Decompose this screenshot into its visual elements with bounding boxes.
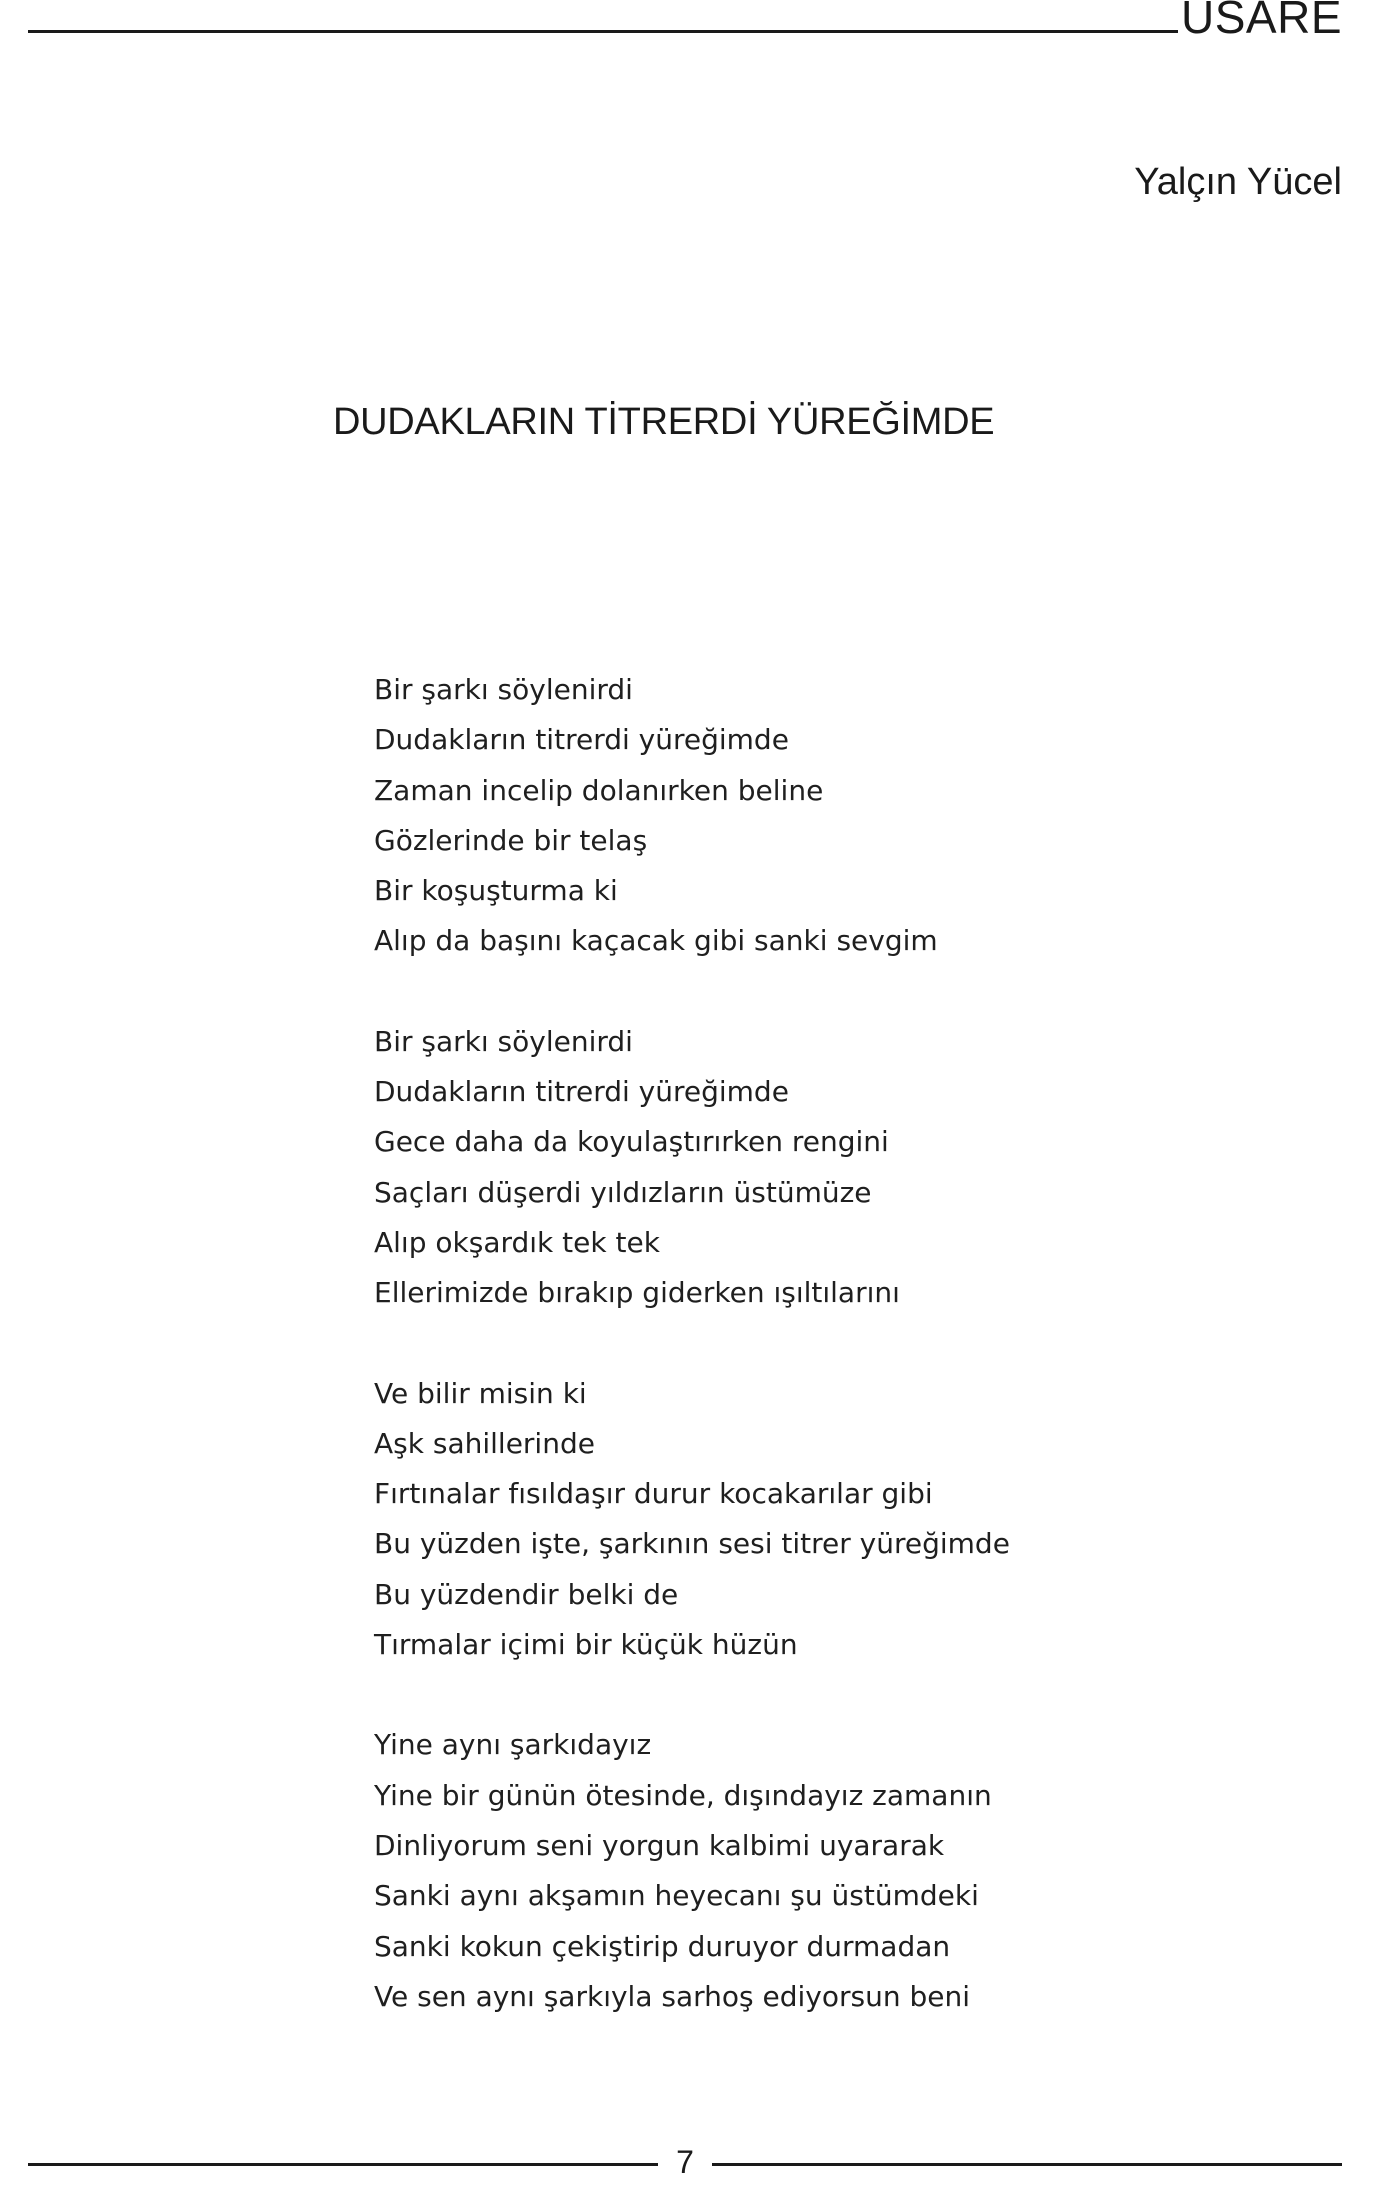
poem-line: Dudakların titrerdi yüreğimde [374,1075,789,1109]
poem-body [374,665,1274,2072]
poem-line: Yine bir günün ötesinde, dışındayız zamanın [374,1778,992,1812]
header-rule [28,30,1178,33]
poem-line: Fırtınalar fısıldaşır durur kocakarılar gibi [374,1477,933,1511]
journal-name: USARE [1181,0,1342,43]
footer-rule-left [28,2163,658,2166]
poem-line: Gözlerinde bir telaş [374,823,648,857]
poem-line: Aşk sahillerinde [374,1426,595,1460]
poem-line: Ellerimizde bırakıp giderken ışıltılarını [374,1276,900,1310]
poem-line: Ve bilir misin ki [374,1376,587,1410]
poem-line: Dinliyorum seni yorgun kalbimi uyararak [374,1828,945,1862]
poem-line: Alıp da başını kaçacak gibi sanki sevgim [374,924,938,958]
author-name: Yalçın Yücel [1134,161,1342,203]
poem-line: Sanki kokun çekiştirip duruyor durmadan [374,1929,951,1963]
poem-line: Yine aynı şarkıdayız [374,1728,652,1762]
poem-line: Bu yüzden işte, şarkının sesi titrer yüreğimde [374,1527,1010,1561]
poem-line: Bir şarkı söylenirdi [374,673,633,706]
poem-line: Bir şarkı söylenirdi [374,1024,633,1058]
poem-line: Bir koşuşturma ki [374,874,618,908]
poem-line: Ve sen aynı şarkıyla sarhoş ediyorsun beni [374,1979,971,2013]
stanza-1 [374,665,1274,967]
poem-line: Bu yüzdendir belki de [374,1577,679,1611]
stanza-2 [374,1017,1274,1319]
stanza-3 [374,1369,1274,1671]
poem-line: Alıp okşardık tek tek [374,1225,660,1259]
poem-title: DUDAKLARIN TİTRERDİ YÜREĞİMDE [333,401,995,443]
page-footer [28,2142,1342,2182]
poem-line: Tırmalar içimi bir küçük hüzün [374,1628,798,1662]
poem-line: Zaman incelip dolanırken beline [374,773,824,807]
page-number: 7 [676,2144,694,2180]
poem-line: Saçları düşerdi yıldızların üstümüze [374,1175,872,1209]
footer-rule-right [712,2163,1342,2166]
stanza-4 [374,1720,1274,2022]
poem-line: Sanki aynı akşamın heyecanı şu üstümdeki [374,1879,979,1913]
poem-line: Dudakların titrerdi yüreğimde [374,723,789,757]
poem-line: Gece daha da koyulaştırırken rengini [374,1125,889,1159]
